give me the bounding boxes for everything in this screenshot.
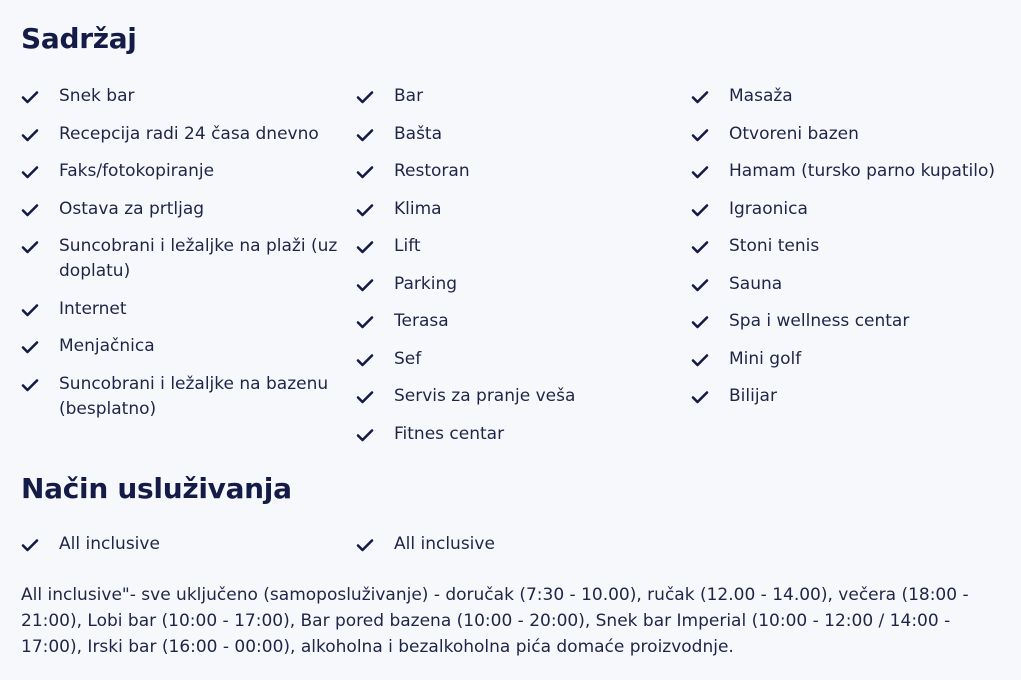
list-item-label: Bar [394, 86, 424, 106]
list-item [21, 372, 356, 422]
check-icon [21, 203, 39, 217]
list-item-label: Lift [394, 236, 421, 256]
list-item-label: Fitnes centar [394, 423, 505, 444]
list-item [356, 159, 691, 184]
list-item [356, 347, 691, 372]
check-icon [691, 128, 709, 142]
list-item-label: Parking [394, 273, 458, 294]
list-item-label: All inclusive [394, 534, 495, 554]
amenities-column-1 [21, 84, 356, 434]
list-item [21, 84, 356, 109]
check-icon [356, 278, 374, 292]
check-icon [356, 315, 374, 329]
list-item [21, 234, 356, 284]
list-item [691, 197, 1021, 222]
check-icon [356, 353, 374, 367]
list-item-label: Recepcija radi 24 časa dnevno [59, 123, 319, 144]
check-icon [356, 165, 374, 179]
check-icon [21, 240, 39, 254]
list-item-label: Suncobrani i ležaljke na bazenu (besplatno) [59, 373, 329, 419]
check-icon [356, 240, 374, 254]
amenities-column-3 [691, 84, 1021, 422]
list-item-label: Igraonica [729, 198, 808, 219]
check-icon [691, 165, 709, 179]
service-title: Način usluživanja [21, 472, 292, 505]
list-item [691, 122, 1021, 147]
check-icon [21, 340, 39, 354]
list-item-label: Stoni tenis [729, 236, 820, 256]
list-item-label: Sauna [729, 273, 783, 294]
check-icon [356, 203, 374, 217]
list-item [21, 334, 356, 359]
check-icon [356, 90, 374, 104]
list-item [356, 532, 691, 557]
list-item-label: All inclusive [59, 534, 160, 554]
check-icon [356, 390, 374, 404]
check-icon [356, 128, 374, 142]
list-item-label: Menjačnica [59, 336, 155, 356]
list-item-label: Bilijar [729, 386, 777, 406]
list-item [21, 122, 356, 147]
list-item-label: Bašta [394, 123, 443, 144]
list-item-label: Otvoreni bazen [729, 123, 859, 144]
list-item [356, 197, 691, 222]
amenities-column-2 [356, 84, 691, 459]
check-icon [356, 428, 374, 442]
list-item-label: Faks/fotokopiranje [59, 161, 215, 181]
list-item-label: Servis za pranje veša [394, 386, 576, 406]
list-item [356, 422, 691, 447]
list-item-label: Spa i wellness centar [729, 311, 910, 331]
check-icon [21, 90, 39, 104]
list-item [21, 532, 356, 557]
check-icon [691, 90, 709, 104]
check-icon [21, 128, 39, 142]
list-item [356, 122, 691, 147]
list-item [356, 309, 691, 334]
check-icon [691, 240, 709, 254]
list-item-label: Hamam (tursko parno kupatilo) [729, 161, 996, 181]
list-item [356, 84, 691, 109]
list-item-label: Ostava za prtljag [59, 198, 205, 219]
check-icon [21, 378, 39, 392]
list-item [21, 297, 356, 322]
list-item-label: Klima [394, 198, 442, 219]
list-item [691, 347, 1021, 372]
list-item [21, 159, 356, 184]
list-item-label: Snek bar [59, 86, 135, 106]
list-item [691, 309, 1021, 334]
list-item-label: Terasa [394, 311, 449, 331]
amenities-title: Sadržaj [21, 22, 137, 55]
check-icon [356, 538, 374, 552]
list-item [21, 197, 356, 222]
check-icon [691, 353, 709, 367]
list-item [691, 84, 1021, 109]
check-icon [691, 390, 709, 404]
check-icon [691, 315, 709, 329]
service-description: All inclusive"- sve uključeno (samoposluživanje) - doručak (7:30 - 10.00), ručak (12.00 - 14.00), večera (18:00 - 21:00), Lobi bar (10:00 - 17:00), Bar pored bazena (10:00 - 20:00), Snek bar Imperial (10:00 - 12:00 / 14:00 - 17:00), Irski bar (16:00 - 00:00), alkoholna i bezalkoholna pića domaće proizvodnje. [21, 585, 969, 657]
service-column-1 [21, 532, 356, 570]
list-item-label: Internet [59, 298, 127, 319]
list-item-label: Suncobrani i ležaljke na plaži (uz doplatu) [59, 236, 338, 281]
list-item [691, 159, 1021, 184]
check-icon [21, 165, 39, 179]
service-column-2 [356, 532, 691, 570]
list-item-label: Sef [394, 348, 422, 369]
list-item-label: Masaža [729, 86, 793, 106]
list-item [356, 384, 691, 409]
list-item-label: Mini golf [729, 348, 802, 369]
check-icon [21, 538, 39, 552]
list-item [691, 272, 1021, 297]
list-item [691, 234, 1021, 259]
check-icon [691, 203, 709, 217]
check-icon [691, 278, 709, 292]
check-icon [21, 303, 39, 317]
list-item [691, 384, 1021, 409]
list-item [356, 234, 691, 259]
list-item-label: Restoran [394, 161, 470, 181]
list-item [356, 272, 691, 297]
